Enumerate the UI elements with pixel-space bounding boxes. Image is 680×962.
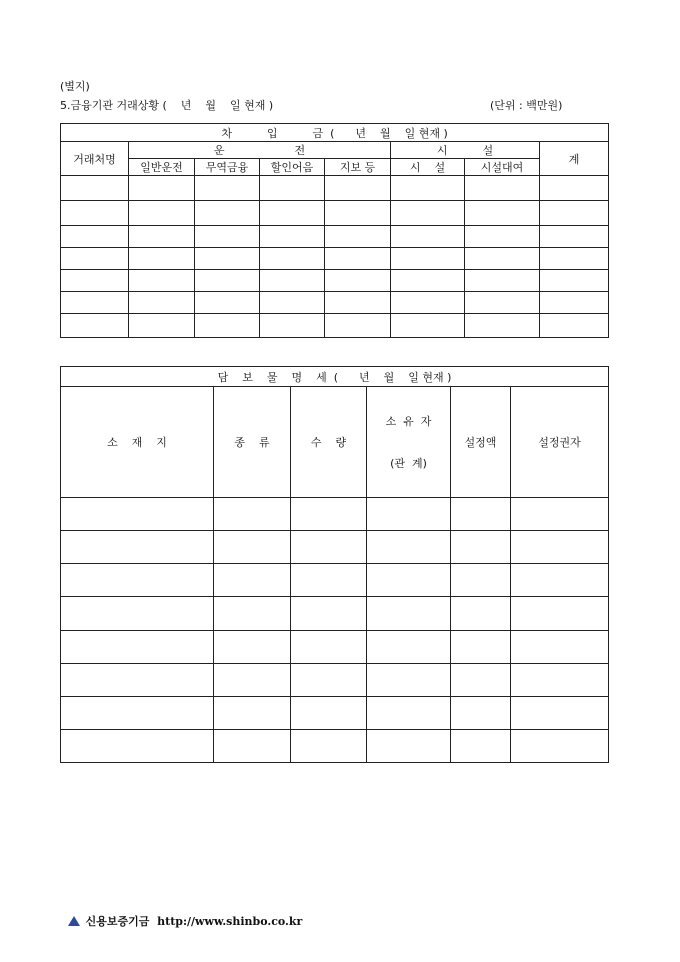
table-cell[interactable] — [511, 697, 609, 730]
table-cell[interactable] — [391, 248, 465, 270]
table-cell[interactable] — [61, 292, 129, 314]
table-cell[interactable] — [61, 597, 214, 631]
table-row — [61, 176, 609, 201]
table-cell[interactable] — [214, 597, 291, 631]
table-cell[interactable] — [129, 270, 195, 292]
table-row — [61, 664, 609, 697]
table-cell[interactable] — [129, 226, 195, 248]
table-cell[interactable] — [451, 564, 511, 597]
table-cell[interactable] — [61, 664, 214, 697]
table-cell[interactable] — [391, 176, 465, 201]
table-cell[interactable] — [465, 270, 540, 292]
table-cell[interactable] — [451, 631, 511, 664]
table-cell[interactable] — [61, 248, 129, 270]
table-cell[interactable] — [367, 564, 451, 597]
table-cell[interactable] — [540, 201, 609, 226]
facility-header: 시 설 — [391, 159, 465, 176]
table-cell[interactable] — [61, 226, 129, 248]
table-cell[interactable] — [291, 697, 367, 730]
table-cell[interactable] — [451, 730, 511, 763]
table-cell[interactable] — [451, 498, 511, 531]
facility-fund-header: 시 설 — [391, 142, 540, 159]
table-cell[interactable] — [61, 631, 214, 664]
owner-header-line1: 소 유 자 — [385, 415, 432, 428]
table-cell[interactable] — [465, 226, 540, 248]
table-cell[interactable] — [214, 531, 291, 564]
table-cell[interactable] — [367, 730, 451, 763]
table-cell[interactable] — [325, 226, 391, 248]
table-cell[interactable] — [61, 176, 129, 201]
table-cell[interactable] — [451, 664, 511, 697]
table-cell[interactable] — [291, 597, 367, 631]
table-cell[interactable] — [291, 531, 367, 564]
collateral-title: 담 보 물 명 세 ( 년 월 일 현재 ) — [61, 367, 609, 387]
kodit-logo-icon — [68, 916, 80, 926]
table-cell[interactable] — [367, 531, 451, 564]
table-row — [61, 226, 609, 248]
table-cell[interactable] — [214, 730, 291, 763]
table-cell[interactable] — [195, 248, 260, 270]
table-cell[interactable] — [325, 248, 391, 270]
set-amount-header: 설정액 — [451, 387, 511, 498]
table-cell[interactable] — [511, 531, 609, 564]
table-row — [61, 631, 609, 664]
table-cell[interactable] — [61, 730, 214, 763]
table-cell[interactable] — [129, 292, 195, 314]
table-cell[interactable] — [391, 314, 465, 338]
total-header: 계 — [540, 142, 609, 176]
table-cell[interactable] — [260, 176, 325, 201]
table-cell[interactable] — [129, 176, 195, 201]
table-cell[interactable] — [260, 201, 325, 226]
table-cell[interactable] — [367, 597, 451, 631]
table-cell[interactable] — [540, 292, 609, 314]
table-cell[interactable] — [195, 201, 260, 226]
table-cell[interactable] — [61, 531, 214, 564]
table-cell[interactable] — [195, 226, 260, 248]
table-cell[interactable] — [291, 564, 367, 597]
table-cell[interactable] — [214, 697, 291, 730]
table-cell[interactable] — [511, 597, 609, 631]
table-row — [61, 597, 609, 631]
section-title: 5.금융기관 거래상황 ( 년 월 일 현재 ) — [60, 99, 274, 112]
table-cell[interactable] — [260, 292, 325, 314]
lender-header: 거래처명 — [61, 142, 129, 176]
table-cell[interactable] — [451, 597, 511, 631]
table-cell[interactable] — [260, 226, 325, 248]
operating-fund-header: 운 전 — [129, 142, 391, 159]
table-cell[interactable] — [465, 292, 540, 314]
table-cell[interactable] — [511, 498, 609, 531]
table-cell[interactable] — [195, 314, 260, 338]
location-header: 소 재 지 — [61, 387, 214, 498]
table-cell[interactable] — [540, 270, 609, 292]
table-row — [61, 201, 609, 226]
table-cell[interactable] — [391, 270, 465, 292]
table-cell[interactable] — [61, 270, 129, 292]
right-holder-header: 설정권자 — [511, 387, 609, 498]
table-cell[interactable] — [129, 201, 195, 226]
table-cell[interactable] — [540, 248, 609, 270]
table-cell[interactable] — [325, 314, 391, 338]
table-cell[interactable] — [391, 226, 465, 248]
table-cell[interactable] — [214, 498, 291, 531]
facility-lease-header: 시설대여 — [465, 159, 540, 176]
table-cell[interactable] — [465, 201, 540, 226]
table-cell[interactable] — [129, 248, 195, 270]
table-row — [61, 314, 609, 338]
table-cell[interactable] — [195, 292, 260, 314]
general-operating-header: 일반운전 — [129, 159, 195, 176]
table-row — [61, 498, 609, 531]
payment-guarantee-header: 지보 등 — [325, 159, 391, 176]
footer — [60, 900, 302, 929]
unit-label: (단위 : 백만원) — [490, 99, 563, 112]
footer-url[interactable]: http://www.shinbo.co.kr — [157, 915, 303, 928]
table-cell[interactable] — [325, 292, 391, 314]
table-cell[interactable] — [391, 201, 465, 226]
type-header: 종 류 — [214, 387, 291, 498]
collateral-table — [60, 366, 609, 763]
table-cell[interactable] — [465, 314, 540, 338]
discounted-bills-header: 할인어음 — [260, 159, 325, 176]
table-cell[interactable] — [451, 697, 511, 730]
table-cell[interactable] — [511, 664, 609, 697]
table-cell[interactable] — [195, 270, 260, 292]
table-cell[interactable] — [61, 498, 214, 531]
table-cell[interactable] — [61, 201, 129, 226]
table-row — [61, 730, 609, 763]
table-cell[interactable] — [367, 498, 451, 531]
table-cell[interactable] — [260, 314, 325, 338]
table-cell[interactable] — [511, 631, 609, 664]
borrowing-title: 차 입 금 ( 년 월 일 현재 ) — [61, 124, 609, 142]
table-cell[interactable] — [465, 248, 540, 270]
owner-header — [367, 387, 451, 498]
table-row — [61, 248, 609, 270]
table-cell[interactable] — [465, 176, 540, 201]
footer-org-name: 신용보증기금 — [85, 915, 150, 928]
quantity-header: 수 량 — [291, 387, 367, 498]
table-cell[interactable] — [291, 664, 367, 697]
table-cell[interactable] — [325, 176, 391, 201]
table-cell[interactable] — [511, 564, 609, 597]
table-cell[interactable] — [451, 531, 511, 564]
table-cell[interactable] — [367, 697, 451, 730]
table-cell[interactable] — [61, 697, 214, 730]
table-cell[interactable] — [325, 270, 391, 292]
table-cell[interactable] — [260, 248, 325, 270]
table-cell[interactable] — [540, 314, 609, 338]
table-row — [61, 564, 609, 597]
borrowing-table — [60, 123, 609, 338]
table-cell[interactable] — [61, 564, 214, 597]
table-cell[interactable] — [391, 292, 465, 314]
table-cell[interactable] — [291, 498, 367, 531]
table-cell[interactable] — [214, 631, 291, 664]
table-cell[interactable] — [540, 226, 609, 248]
table-cell[interactable] — [291, 631, 367, 664]
owner-header-line2: (관 계) — [390, 457, 427, 470]
table-cell[interactable] — [325, 201, 391, 226]
table-cell[interactable] — [129, 314, 195, 338]
appendix-label: (별지) — [60, 80, 90, 93]
table-cell[interactable] — [367, 631, 451, 664]
table-cell[interactable] — [61, 314, 129, 338]
table-cell[interactable] — [214, 564, 291, 597]
table-cell[interactable] — [214, 664, 291, 697]
table-cell[interactable] — [511, 730, 609, 763]
table-cell[interactable] — [260, 270, 325, 292]
table-row — [61, 270, 609, 292]
table-cell[interactable] — [540, 176, 609, 201]
table-cell[interactable] — [195, 176, 260, 201]
table-cell[interactable] — [367, 664, 451, 697]
trade-finance-header: 무역금융 — [195, 159, 260, 176]
table-row — [61, 292, 609, 314]
table-cell[interactable] — [291, 730, 367, 763]
table-row — [61, 531, 609, 564]
table-row — [61, 697, 609, 730]
